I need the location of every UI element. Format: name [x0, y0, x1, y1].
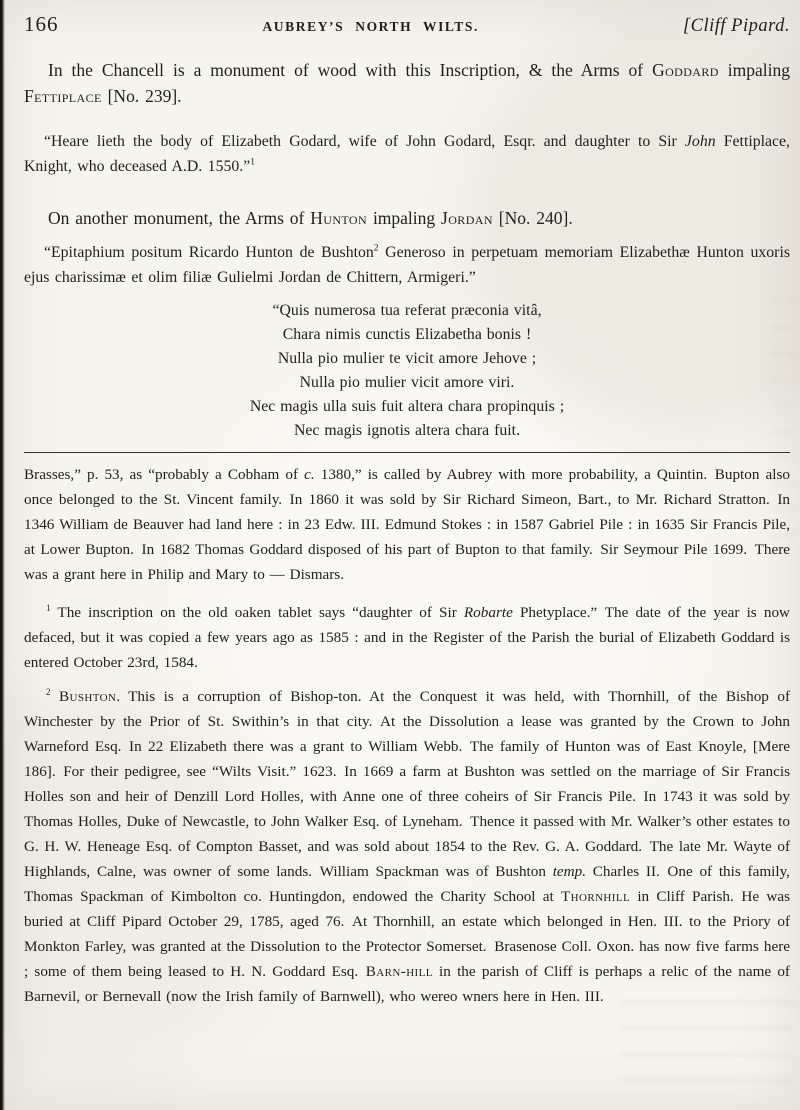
verse-line: Nulla pio mulier vicit amore viri. — [299, 374, 515, 391]
text-run: 1 — [250, 157, 255, 168]
text-run: In the Chancell is a monument of wood with this Inscription, & the Arms of — [48, 60, 653, 80]
verse-line: Nec magis ignotis altera chara fuit. — [293, 422, 521, 439]
verse-line: Nulla pio mulier te vicit amore Jehove ; — [277, 350, 537, 367]
text-run: Thornhill — [560, 888, 631, 905]
text-run: Phetyplace.” The date of the year is now defaced, but it was copied a few years ago as 1585 : and in the Register of the Parish the burial of Elizabeth Goddard is entered October 23rd, 1584. — [24, 604, 791, 671]
text-run: John — [684, 133, 716, 150]
inscription-quote-godard — [24, 129, 790, 179]
text-run: c. — [304, 466, 315, 483]
footnote-divider-rule — [24, 452, 790, 453]
text-run: The inscription on the old oaken tablet says “daughter of Sir — [50, 604, 464, 621]
text-run: impaling — [367, 208, 442, 228]
text-run: 1380,” is called by Aubrey with more probability, a Quintin. Bupton also once belonged to the St. Vincent family. In 1860 it was sold by Sir Richard Simeon, Bart., to Mr. Richard Stratton. In 1346 William de Beauver had land here : in 23 Edw. III. Edmund Stokes : in 1587 Gabriel Pile : in 1635 Sir Francis Pile, at Lower Bupton. In 1682 Thomas Goddard disposed of his part of Bupton to that family. Sir Seymour Pile 1699. There was a grant here in Philip and Mary to — Dismars. — [24, 466, 790, 583]
text-run: temp. — [552, 863, 587, 880]
scan-edge-shadow — [0, 0, 5, 1110]
text-run: Fettiplace, Knight, who deceased A.D. 1550.” — [24, 133, 790, 175]
verse-line: Nec magis ulla suis fuit altera chara propinquis ; — [249, 398, 565, 415]
text-run: “Heare lieth the body of Elizabeth Godard, wife of John Godard, Esqr. and daughter to Sir — [44, 133, 685, 150]
text-run: 1 — [46, 602, 51, 613]
verse-line: Chara nimis cunctis Elizabetha bonis ! — [282, 326, 532, 343]
paragraph-monument-goddard — [24, 57, 790, 109]
running-title: AUBREY’S NORTH WILTS. — [262, 19, 479, 34]
text-run: Charles II. One of this family, Thomas Spackman of Kimbolton co. Huntingdon, endowed the Charity School at — [24, 863, 790, 905]
text-run: Brasses,” p. 53, as “probably a Cobham of — [24, 466, 305, 483]
text-run: This is a corruption of Bishop-ton. At the Conquest it was held, with Thornhill, of the Bishop of Winchester by the Prior of St. Swithin’s in that city. At the Dissolution a lease was granted by the Crown to John Warneford Esq. In 22 Elizabeth there was a grant to William Webb. The family of Hunton was of East Knoyle, [Mere 186]. For their pedigree, see “Wilts Visit.” 1623. In 1669 a farm at Bushton was settled on the marriage of Sir Francis Holles son and heir of Denzill Lord Holles, with Anne one of three coheirs of Sir Francis Pile. In 1743 it was sold by Thomas Holles, Duke of Newcastle, to John Walker Esq. of Lyneham. Thence it passed with Mr. Walker’s other estates to G. H. W. Heneage Esq. of Compton Basset, and was sold about 1854 to the Rev. G. A. Goddard. The late Mr. Wayte of Highlands, Calne, was owner of some lands. William Spackman was of Bushton — [24, 688, 790, 880]
footnote-1-inscription — [24, 600, 790, 675]
section-title: [Cliff Pipard. — [682, 16, 790, 36]
text-run: in Cliff Parish. He was buried at Cliff Pipard October 29, 1785, aged 76. At Thornhill, an estate which belonged in Hen. III. to the Priory of Monkton Farley, was granted at the Dissolution to the Protector Somerset. Brasenose Coll. Oxon. has now five farms here ; some of them being leased to H. N. Goddard Esq. — [24, 888, 790, 980]
paragraph-monument-hunton — [24, 205, 790, 231]
text-run: Barn-hill — [365, 963, 433, 980]
text-run: Bushton. — [59, 688, 121, 705]
text-run: in the parish of Cliff is perhaps a relic of the name of Barnevil, or Bernevall (now the Irish family of Barnwell), who wereo wners here in Hen. III. — [24, 963, 790, 1005]
text-run: 2 — [46, 686, 51, 697]
footnote-continuation-bupton — [24, 462, 790, 587]
verse-line: “Quis numerosa tua referat præconia vitâ, — [272, 302, 542, 319]
footnote-2-bushton — [24, 684, 790, 1009]
text-run: 2 — [373, 243, 379, 254]
text-run: Generoso in perpetuam memoriam Elizabethæ Hunton uxoris ejus charissimæ et olim filiæ Gulielmi Jordan de Chittern, Armigeri.” — [24, 244, 790, 286]
text-run: Fettiplace — [24, 86, 102, 106]
text-run: Hunton — [310, 208, 368, 228]
text-run: Robarte — [463, 604, 513, 621]
text-run: Goddard — [652, 60, 719, 80]
text-run: [No. 239]. — [101, 86, 182, 106]
text-run — [51, 688, 59, 705]
epitaph-quote-hunton — [24, 240, 790, 290]
text-run: “Epitaphium positum Ricardo Hunton de Bushton — [44, 244, 374, 261]
page-header — [24, 12, 790, 37]
page-number: 166 — [24, 12, 59, 36]
text-run: [No. 240]. — [492, 208, 573, 228]
latin-verse-block — [24, 299, 790, 443]
text-run: On another monument, the Arms of — [48, 208, 311, 228]
text-run: Jordan — [441, 208, 493, 228]
text-run: impaling — [718, 60, 790, 80]
